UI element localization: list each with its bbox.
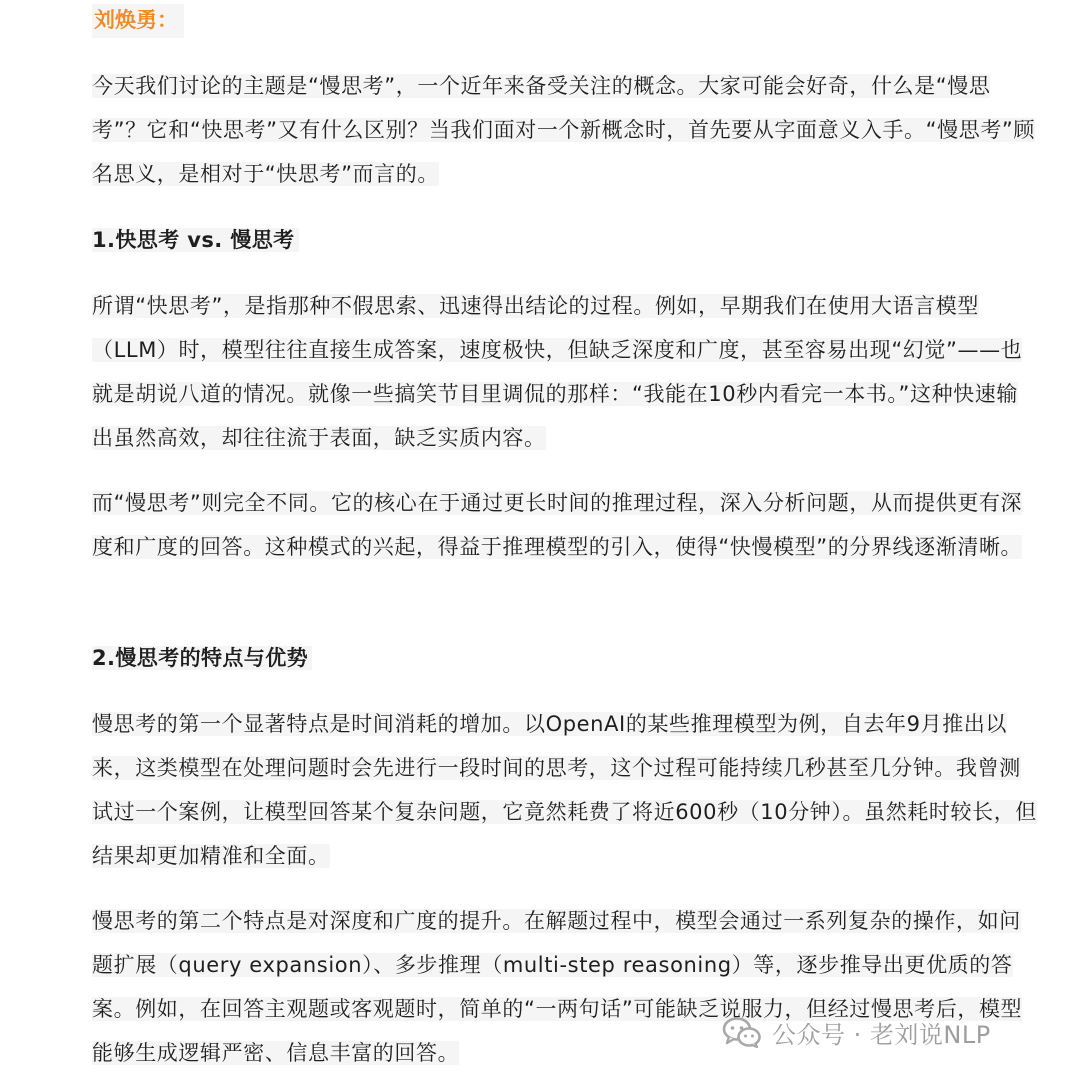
speaker-name: 刘焕勇：: [92, 4, 184, 38]
heading-text: 1.快思考 vs. 慢思考: [92, 228, 299, 252]
paragraph-fast-thinking: [92, 284, 1037, 460]
section-heading-fast-vs-slow: [92, 225, 299, 255]
paragraph-text: 今天我们讨论的主题是“慢思考”，一个近年来备受关注的概念。大家可能会好奇，什么是“慢思考”？它和“快思考”又有什么区别？当我们面对一个新概念时，首先要从字面意义入手。“慢思考”顾名思义，是相对于“快思考”而言的。: [92, 74, 1035, 186]
section-heading-features: [92, 643, 312, 673]
watermark-text: 公众号 · 老刘说NLP: [772, 1020, 991, 1049]
watermark: [722, 1012, 991, 1052]
paragraph-intro: [92, 64, 1037, 196]
paragraph-text: 而“慢思考”则完全不同。它的核心在于通过更长时间的推理过程，深入分析问题，从而提供更有深度和广度的回答。这种模式的兴起，得益于推理模型的引入，使得“快慢模型”的分界线逐渐清晰。: [92, 491, 1023, 559]
paragraph-feature-one: [92, 702, 1037, 878]
paragraph-text: 慢思考的第一个显著特点是时间消耗的增加。以OpenAI的某些推理模型为例，自去年9月推出以来，这类模型在处理问题时会先进行一段时间的思考，这个过程可能持续几秒甚至几分钟。我曾测试过一个案例，让模型回答某个复杂问题，它竟然耗费了将近600秒（10分钟）。虽然耗时较长，但结果却更加精准和全面。: [92, 712, 1037, 868]
paragraph-text: 所谓“快思考”，是指那种不假思索、迅速得出结论的过程。例如，早期我们在使用大语言模型（LLM）时，模型往往直接生成答案，速度极快，但缺乏深度和广度，甚至容易出现“幻觉”——也就是胡说八道的情况。就像一些搞笑节目里调侃的那样：“我能在10秒内看完一本书。”这种快速输出虽然高效，却往往流于表面，缺乏实质内容。: [92, 294, 1023, 450]
paragraph-slow-thinking: [92, 481, 1037, 569]
heading-text: 2.慢思考的特点与优势: [92, 646, 312, 670]
wechat-icon: [722, 1016, 762, 1048]
paragraph-text: 慢思考的第二个特点是对深度和广度的提升。在解题过程中，模型会通过一系列复杂的操作，如问题扩展（query expansion）、多步推理（multi-step reasoning）等，逐步推导出更优质的答案。例如，在回答主观题或客观题时，简单的“一两句话”可能缺乏说服力，但经过慢思考后，模型能够生成逻辑严密、信息丰富的回答。: [92, 909, 1023, 1065]
